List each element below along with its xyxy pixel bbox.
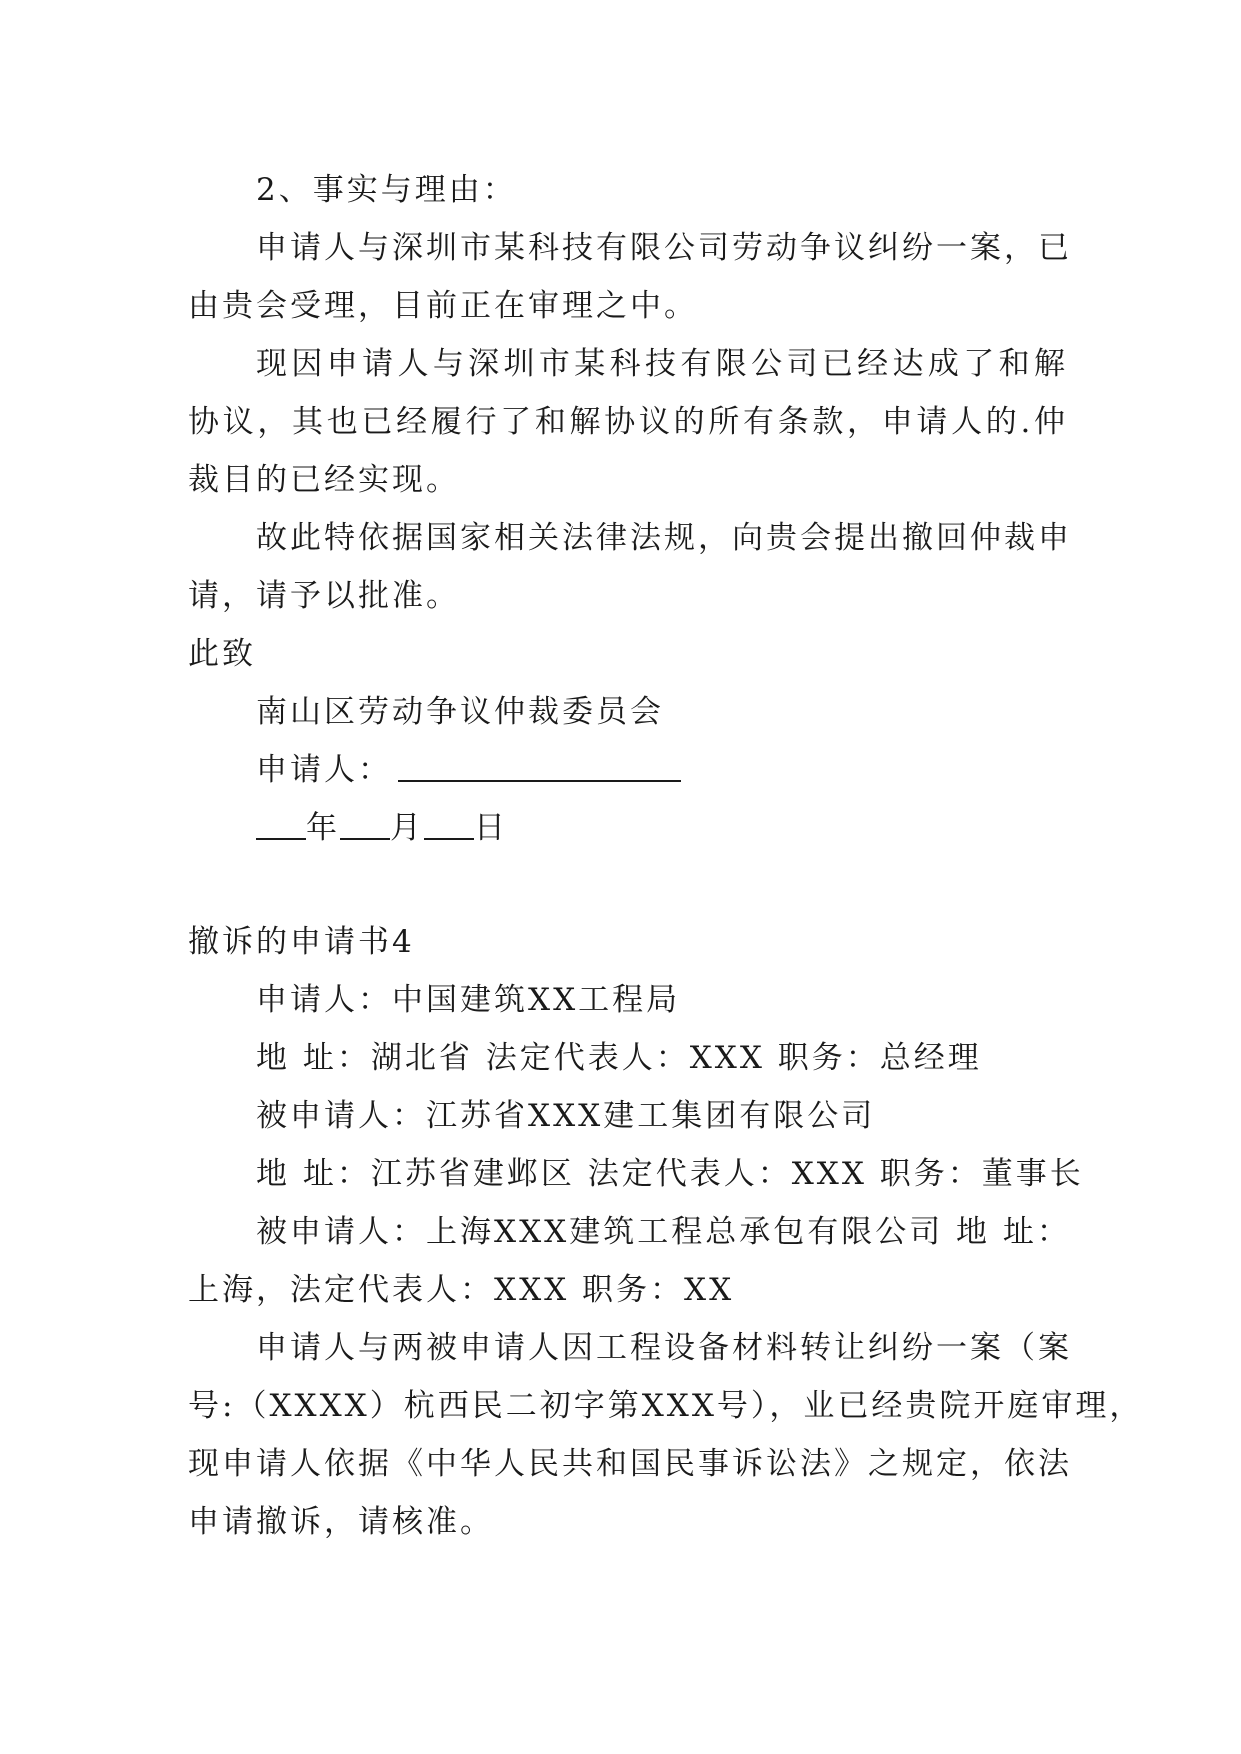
day-blank [424,808,474,840]
facts-heading: 2、事实与理由： [256,172,517,208]
facts-para3-line1: 故此特依据国家相关法律法规，向贵会提出撤回仲裁申 [256,520,1072,556]
year-blank [256,808,306,840]
signature-blank [398,750,681,782]
date-line [256,808,1068,848]
facts-para1-line2: 由贵会受理，目前正在审理之中。 [188,288,698,324]
doc4-body-line3: 现申请人依据《中华人民共和国民事诉讼法》之规定，依法 [188,1446,1072,1482]
month-blank [340,808,390,840]
doc4-respondent2-line2: 上海，法定代表人：XXX 职务：XX [188,1272,735,1308]
facts-para2-line2: 协议，其也已经履行了和解协议的所有条款，申请人的.仲 [188,404,1068,440]
day-label: 日 [474,810,508,846]
doc4-body-line1: 申请人与两被申请人因工程设备材料转让纠纷一案（案 [256,1330,1072,1366]
month-label: 月 [390,810,424,846]
salutation: 此致 [188,636,256,672]
doc4-applicant-info: 地 址：湖北省 法定代表人：XXX 职务：总经理 [256,1040,982,1076]
doc4-body-line4: 申请撤诉，请核准。 [188,1504,494,1540]
doc4-respondent1-info: 地 址：江苏省建邺区 法定代表人：XXX 职务：董事长 [256,1156,1084,1192]
facts-para1-line1: 申请人与深圳市某科技有限公司劳动争议纠纷一案，已 [256,230,1072,266]
year-label: 年 [306,810,340,846]
applicant-signature-line [256,750,1068,790]
doc4-body-line2: 号:（XXXX）杭西民二初字第XXX号），业已经贵院开庭审理， [188,1388,1144,1424]
doc4-respondent2-line1: 被申请人：上海XXX建筑工程总承包有限公司 地 址： [256,1214,1071,1250]
facts-para2-line1: 现因申请人与深圳市某科技有限公司已经达成了和解 [256,346,1068,382]
facts-para2-line3: 裁目的已经实现。 [188,462,460,498]
doc4-applicant: 申请人：中国建筑XX工程局 [256,982,681,1018]
doc4-respondent1: 被申请人：江苏省XXX建工集团有限公司 [256,1098,876,1134]
doc4-title: 撤诉的申请书4 [188,924,415,960]
recipient: 南山区劳动争议仲裁委员会 [256,694,664,730]
facts-para3-line2: 请，请予以批准。 [188,578,460,614]
applicant-label: 申请人： [256,752,392,788]
